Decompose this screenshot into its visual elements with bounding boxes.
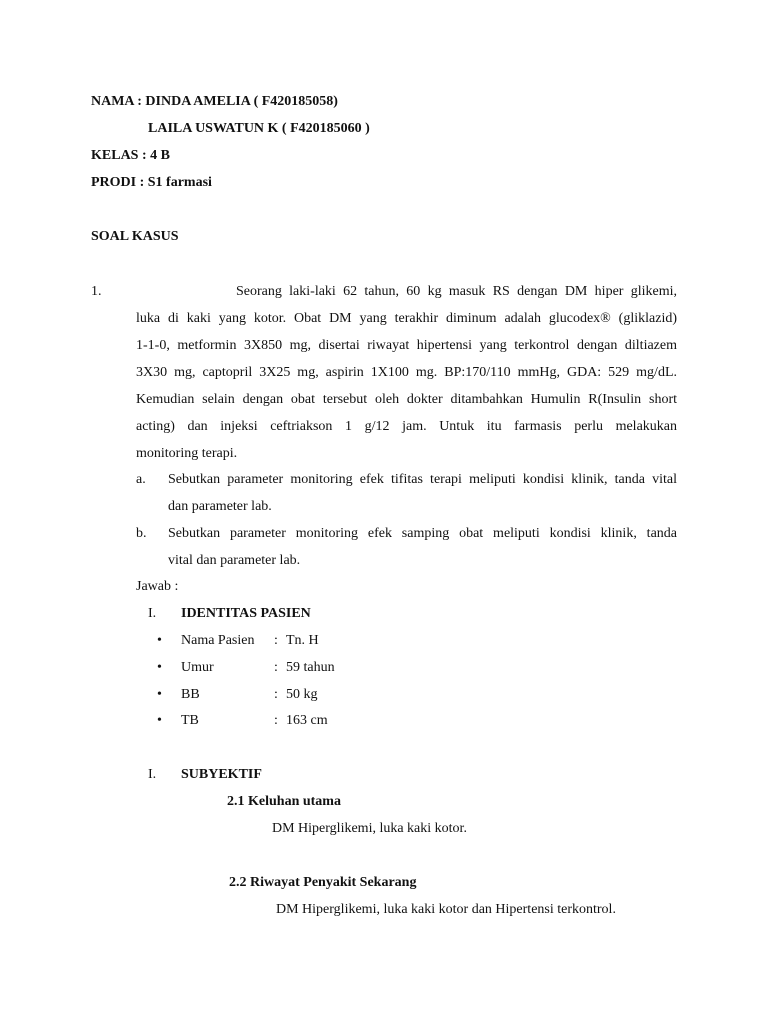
student-name-2: LAILA USWATUN K ( F420185060 )	[148, 121, 370, 136]
case-paragraph	[136, 305, 677, 467]
subsection-2-2-text: DM Hiperglikemi, luka kaki kotor dan Hipertensi terkontrol.	[276, 902, 616, 917]
identity-separator: :	[274, 633, 278, 648]
bullet-icon: •	[157, 660, 162, 675]
section-1-title: IDENTITAS PASIEN	[181, 606, 311, 621]
case-text-line: acting) dan injeksi ceftriakson 1 g/12 jam. Untuk itu farmasis perlu melakukan	[136, 419, 677, 434]
identity-value: 163 cm	[286, 713, 328, 728]
case-text-line: Kemudian selain dengan obat tersebut oleh dokter ditambahkan Humulin R(Insulin short	[136, 392, 677, 407]
question-a-text	[168, 466, 677, 520]
identity-value: 50 kg	[286, 687, 318, 702]
identity-label: BB	[181, 687, 200, 702]
case-number: 1.	[91, 284, 102, 299]
section-2-title: SUBYEKTIF	[181, 767, 262, 782]
answer-label: Jawab :	[136, 579, 179, 594]
identity-label: Nama Pasien	[181, 633, 255, 648]
class-line: KELAS : 4 B	[91, 148, 170, 163]
question-line: dan parameter lab.	[168, 499, 272, 514]
question-line: Sebutkan parameter monitoring efek tifitas terapi meliputi kondisi klinik, tanda vital	[168, 472, 677, 487]
identity-separator: :	[274, 687, 278, 702]
case-text-line: Seorang laki-laki 62 tahun, 60 kg masuk RS dengan DM hiper glikemi,	[236, 284, 677, 299]
case-text-line: 3X30 mg, captopril 3X25 mg, aspirin 1X100 mg. BP:170/110 mmHg, GDA: 529 mg/dL.	[136, 365, 677, 380]
student-name-1: NAMA : DINDA AMELIA ( F420185058)	[91, 94, 338, 109]
case-title: SOAL KASUS	[91, 229, 179, 244]
question-b-text	[168, 520, 677, 574]
question-line: vital dan parameter lab.	[168, 553, 301, 568]
subsection-2-1-title: 2.1 Keluhan utama	[227, 794, 341, 809]
bullet-icon: •	[157, 713, 162, 728]
identity-value: 59 tahun	[286, 660, 335, 675]
case-text-line: luka di kaki yang kotor. Obat DM yang terakhir diminum adalah glucodex® (gliklazid)	[136, 311, 677, 326]
bullet-icon: •	[157, 687, 162, 702]
question-a-letter: a.	[136, 472, 146, 487]
identity-separator: :	[274, 713, 278, 728]
section-1-numeral: I.	[148, 606, 157, 621]
identity-label: Umur	[181, 660, 214, 675]
identity-label: TB	[181, 713, 199, 728]
question-b-letter: b.	[136, 526, 147, 541]
case-text-line: 1-1-0, metformin 3X850 mg, disertai riwayat hipertensi yang terkontrol dengan diltiazem	[136, 338, 677, 353]
subsection-2-1-text: DM Hiperglikemi, luka kaki kotor.	[272, 821, 467, 836]
identity-separator: :	[274, 660, 278, 675]
subsection-2-2-title: 2.2 Riwayat Penyakit Sekarang	[229, 875, 417, 890]
program-line: PRODI : S1 farmasi	[91, 175, 212, 190]
case-text-line: monitoring terapi.	[136, 446, 238, 461]
question-line: Sebutkan parameter monitoring efek samping obat meliputi kondisi klinik, tanda	[168, 526, 677, 541]
bullet-icon: •	[157, 633, 162, 648]
section-2-numeral: I.	[148, 767, 157, 782]
identity-value: Tn. H	[286, 633, 319, 648]
